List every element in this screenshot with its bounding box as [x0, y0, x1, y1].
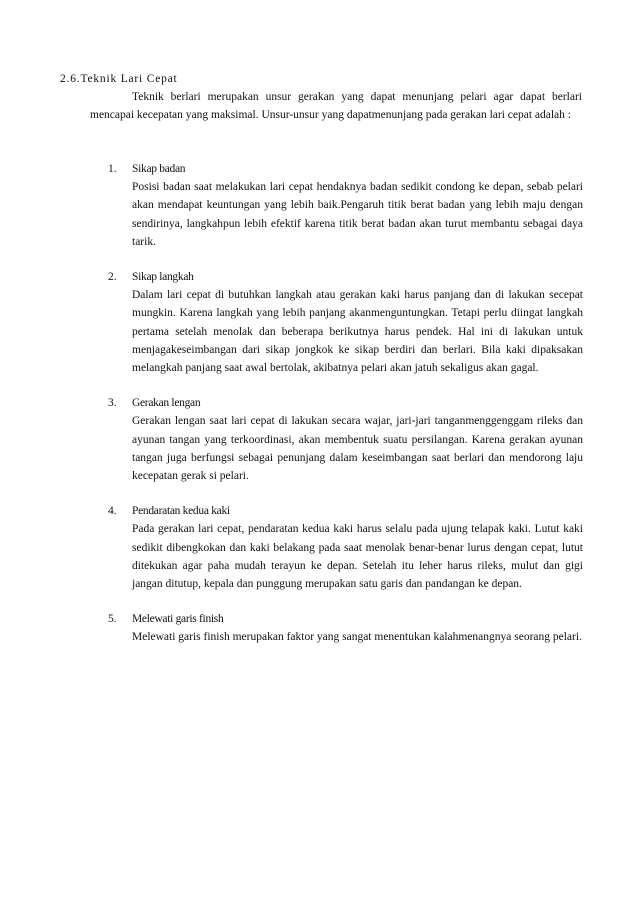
item-number: 5. [108, 613, 117, 626]
item-number: 1. [108, 163, 117, 175]
item-title: Sikap badan [132, 163, 186, 175]
item-body: Gerakan lengan saat lari cepat di lakukan secara wajar, jari-jari tanganmenggenggam rileks dan ayunan tangan yang terkoordinasi, akan membentuk suatu persilangan. Karena gerakan ayunan tangan juga berfungsi sebagai penunjang dalam keseimbangan saat berlari dan mendorong laju kecepatan gerak si pelari. [132, 415, 583, 483]
item-title: Sikap langkah [132, 271, 194, 284]
list-item [108, 394, 583, 485]
list-item [108, 268, 583, 377]
section-heading: 2.6.Teknik Lari Cepat [60, 73, 178, 85]
item-number: 4. [108, 505, 117, 518]
item-body: Posisi badan saat melakukan lari cepat hendaknya badan sedikit condong ke depan, sebab pelari akan mendapat keuntungan yang lebih baik.Pengaruh titik berat badan yang lebih maju dengan sendirinya, langkahpun lebih efektif karena titik berat badan akan turut membantu sebagai daya tarik. [132, 181, 583, 248]
item-title: Pendaratan kedua kaki [132, 505, 230, 518]
item-number: 3. [108, 397, 117, 410]
item-title: Melewati garis finish [132, 613, 224, 626]
list-item [108, 610, 583, 646]
item-body: Dalam lari cepat di butuhkan langkah atau gerakan kaki harus panjang dan di lakukan secepat mungkin. Karena langkah yang lebih panjang akanmenguntungkan. Tetapi perlu diingat langkah pertama setelah menolak dan beberapa berikutnya harus pendek. Hal ini di lakukan untuk menjagakeseimbangan dari sikap jongkok ke sikap berdiri dan berlari. Bila kaki dipaksakan melangkah panjang saat awal bertolak, akibatnya pelari akan jatuh sekaligus akan gagal. [132, 289, 583, 375]
intro-paragraph: Teknik berlari merupakan unsur gerakan yang dapat menunjang pelari agar dapat berlari mencapai kecepatan yang maksimal. Unsur-unsur yang dapatmenunjang pada gerakan lari cepat adalah : [90, 91, 582, 121]
item-title: Gerakan lengan [132, 397, 201, 410]
item-number: 2. [108, 271, 117, 284]
technique-list [108, 160, 583, 647]
list-item [108, 502, 583, 593]
list-item [108, 160, 583, 251]
item-body: Pada gerakan lari cepat, pendaratan kedua kaki harus selalu pada ujung telapak kaki. Lutut kaki sedikit dibengkokan dan kaki belakang pada saat menolak benar-benar lurus dengan cepat, lutut ditekukan agar paha mudah terayun ke depan. Setelah itu leher harus rileks, mulut dan gigi jangan ditutup, kepala dan punggung merupakan satu garis dan pandangan ke depan. [132, 523, 583, 591]
item-body: Melewati garis finish merupakan faktor yang sangat menentukan kalahmenangnya seorang pelari. [132, 631, 582, 644]
